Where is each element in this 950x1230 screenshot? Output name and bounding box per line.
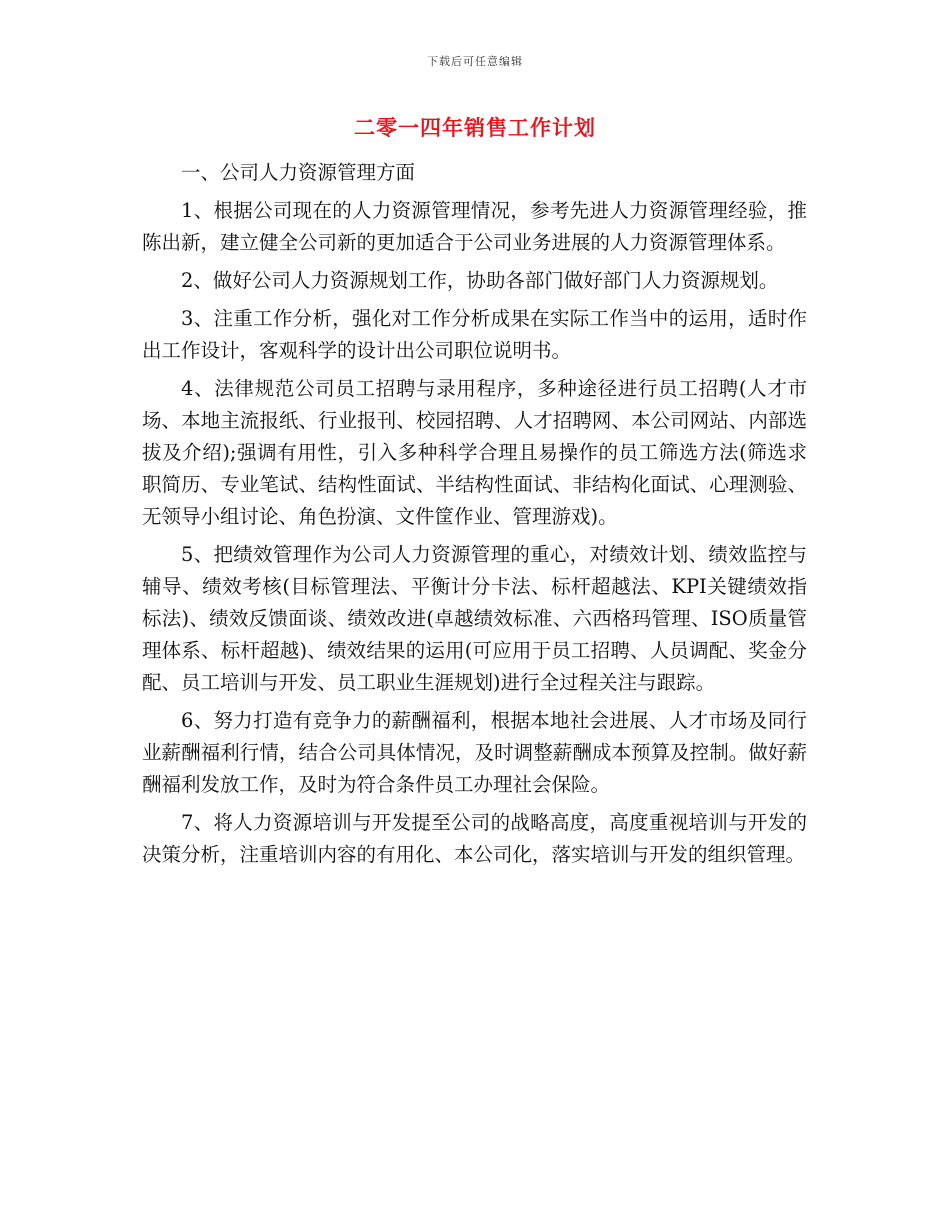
document-body — [142, 157, 807, 877]
paragraph-2: 2、做好公司人力资源规划工作，协助各部门做好部门人力资源规划。 — [181, 269, 779, 292]
paragraph-3: 3、注重工作分析，强化对工作分析成果在实际工作当中的运用，适时作出工作设计，客观科学的设计出公司职位说明书。 — [142, 307, 807, 362]
header-note: 下载后可任意编辑 — [427, 55, 523, 68]
document-title: 二零一四年销售工作计划 — [354, 116, 596, 140]
paragraph-5: 5、把绩效管理作为公司人力资源管理的重心，对绩效计划、绩效监控与辅导、绩效考核(目标管理法、平衡计分卡法、标杆超越法、KPI关键绩效指标法)、绩效反馈面谈、绩效改进(卓越绩效标准、六西格玛管理、ISO质量管理体系、标杆超越)、绩效结果的运用(可应用于员工招聘、人员调配、奖金分配、员工培训与开发、员工职业生涯规划)进行全过程关注与跟踪。 — [142, 543, 807, 694]
paragraph-7: 7、将人力资源培训与开发提至公司的战略高度，高度重视培训与开发的决策分析，注重培训内容的有用化、本公司化，落实培训与开发的组织管理。 — [142, 811, 807, 866]
section-heading: 一、公司人力资源管理方面 — [181, 161, 416, 184]
paragraph-4: 4、法律规范公司员工招聘与录用程序，多种途径进行员工招聘(人才市场、本地主流报纸、行业报刊、校园招聘、人才招聘网、本公司网站、内部选拔及介绍);强调有用性，引入多种科学合理且易操作的员工筛选方法(筛选求职简历、专业笔试、结构性面试、半结构性面试、非结构化面试、心理测验、无领导小组讨论、角色扮演、文件筐作业、管理游戏)。 — [142, 377, 807, 528]
paragraph-1: 1、根据公司现在的人力资源管理情况，参考先进人力资源管理经验，推陈出新，建立健全公司新的更加适合于公司业务进展的人力资源管理体系。 — [142, 199, 807, 254]
paragraph-6: 6、努力打造有竞争力的薪酬福利，根据本地社会进展、人才市场及同行业薪酬福利行情，结合公司具体情况，及时调整薪酬成本预算及控制。做好薪酬福利发放工作，及时为符合条件员工办理社会保险。 — [142, 709, 807, 796]
